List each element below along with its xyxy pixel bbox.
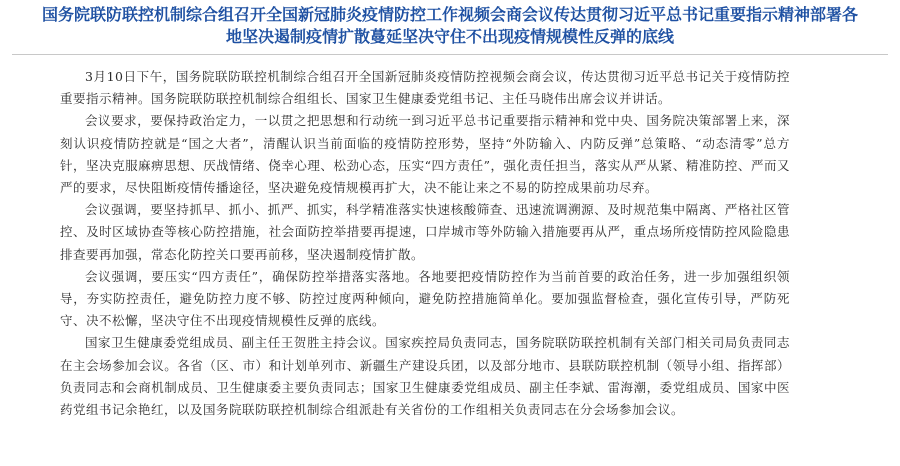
paragraph-core-measures: 会议强调，要坚持抓早、抓小、抓严、抓实，科学精准落实快速核酸筛查、迅速流调溯源、及时规范集中隔离、严格社区管控、及时区域协查等核心防控措施，社会面防控举措要再提速，口岸城市等外防输入措施要再从严，重点场所疫情防控风险隐患排查要再加强，常态化防控关口要再前移，坚决遏制疫情扩散。 (60, 202, 790, 262)
paragraph-meeting-requirements: 会议要求，要保持政治定力，一以贯之把思想和行动统一到习近平总书记重要指示精神和党中央、国务院决策部署上来，深刻认识疫情防控就是“国之大者”，清醒认识当前面临的疫情防控形势，坚持“外防输入、内防反弹”总策略、“动态清零”总方针，坚决克服麻痹思想、厌战情绪、侥幸心理、松劲心态，压实“四方责任”，强化责任担当，落实从严从紧、精准防控、严而又严的要求，尽快阻断疫情传播途径，坚决避免疫情规模再扩大，决不能让来之不易的防控成果前功尽弃。 (60, 113, 790, 196)
article-title-line-1: 国务院联防联控机制综合组召开全国新冠肺炎疫情防控工作视频会商会议传达贯彻习近平总书记重要指示精神部署各 (41, 5, 858, 24)
article-title (0, 4, 900, 48)
title-divider (12, 54, 888, 55)
paragraph-attendees: 国家卫生健康委党组成员、副主任王贺胜主持会议。国家疾控局负责同志，国务院联防联控机制有关部门相关司局负责同志在主会场参加会议。各省（区、市）和计划单列市、新疆生产建设兵团，以及部分地市、县联防联控机制（领导小组、指挥部）负责同志和会商机制成员、卫生健康委主要负责同志；国家卫生健康委党组成员、副主任李斌、雷海潮，委党组成员、国家中医药党组书记余艳红，以及国务院联防联控机制综合组派赴有关省份的工作组相关负责同志在分会场参加会议。 (60, 335, 790, 418)
article-title-line-2: 地坚决遏制疫情扩散蔓延坚决守住不出现疫情规模性反弹的底线 (225, 27, 674, 46)
paragraph-four-responsibilities: 会议强调，要压实“四方责任”，确保防控举措落实落地。各地要把疫情防控作为当前首要的政治任务，进一步加强组织领导，夯实防控责任，避免防控力度不够、防控过度两种倾向，避免防控措施简单化。要加强监督检查，强化宣传引导，严防死守、决不松懈，坚决守住不出现疫情规模性反弹的底线。 (60, 268, 790, 329)
paragraph-meeting-intro: 3月10日下午，国务院联防联控机制综合组召开全国新冠肺炎疫情防控视频会商会议，传达贯彻习近平总书记关于疫情防控重要指示精神。国务院联防联控机制综合组组长、国家卫生健康委党组书记、主任马晓伟出席会议并讲话。 (60, 69, 790, 107)
article-body (60, 66, 790, 421)
